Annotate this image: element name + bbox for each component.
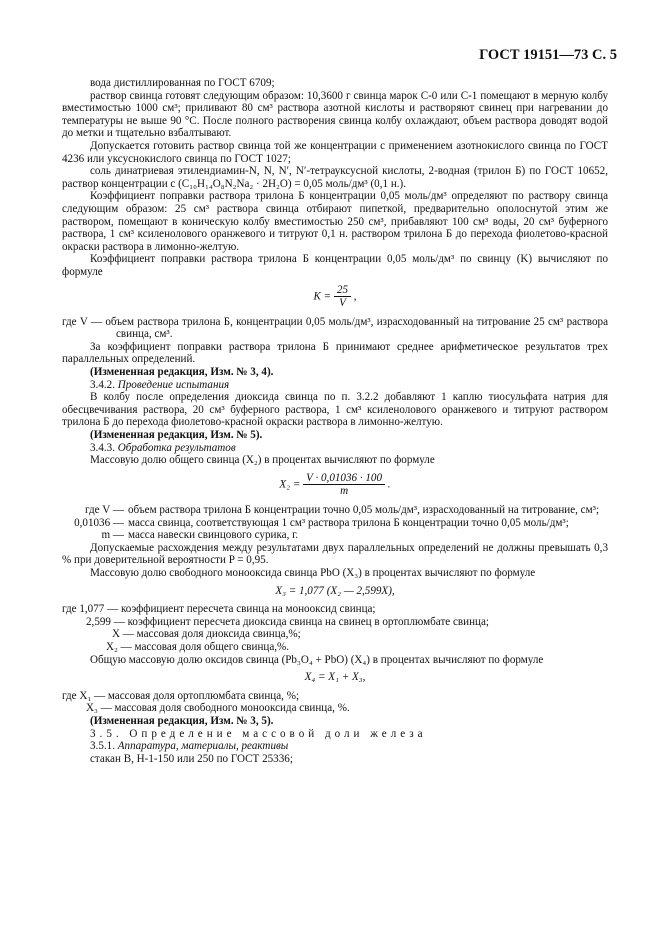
definition-label: 0,01036 — (74, 516, 124, 529)
paragraph: вода дистиллированная по ГОСТ 6709; (90, 77, 275, 89)
definition: где V — объем раствора трилона Б, концентрации 0,05 моль/дм³, израсходованный на титрование 25 см³ раствора свинца, см³. (62, 315, 608, 341)
formula-x4: X₄ = X₁ + X₃, (304, 671, 366, 684)
formula-x3: X₃ = 1,077 (X₂ — 2,599X), (275, 584, 395, 597)
paragraph: Коэффициент поправки раствора трилона Б концентрации 0,05 моль/дм³ определяют по раствору свинца следующим образом: 25 см³ раствора свинца отбирают пипеткой, предварительно ополоснутой этим же раствором, помещают в коническую колбу вместимостью 250 см³, прибавляют 100 см³ воды, 20 см³ буферного раствора, 1 см³ ксиленолового оранжевого и титруют 0,1 н. раствором трилона Б до перехода фиолетово-красной окраски раствора в лимонно-желтую. (62, 190, 608, 253)
fraction-denominator: V (339, 297, 346, 310)
section-number: 3.5.1. (90, 740, 115, 753)
definition-label: где V — (84, 504, 124, 516)
definition: 2,599 — коэффициент пересчета диоксида свинца на свинец в ортоплюмбате свинца; (86, 615, 489, 628)
paragraph: соль динатриевая этилендиамин-N, N, N′, N′-тетрауксусной кислоты, 2-водная (трилон Б) по ГОСТ 10652, раствор концентрации c (C₁₀H₁₄O₈N₂Na₂ · 2H₂O) = 0,05 моль/дм³ (0,1 н.). (62, 165, 608, 190)
fraction-denominator: m (340, 485, 349, 498)
section-heading-3-4-2 (62, 379, 608, 392)
definition: где X₁ — массовая доля ортоплюмбата свинца, %; (62, 689, 300, 702)
paragraph: Общую массовую долю оксидов свинца (Pb₃O₄ + PbO) (X₄) в процентах вычисляют по формуле (90, 653, 544, 666)
definition-text: масса свинца, соответствующая 1 см³ раствора трилона Б концентрации точно 0,05 моль/дм³; (128, 516, 569, 529)
amendment-note: (Измененная редакция, Изм. № 3, 5). (90, 714, 274, 727)
section-title: Проведение испытания (117, 378, 230, 391)
paragraph: В колбу после определения диоксида свинца по п. 3.2.2 добавляют 1 каплю тиосульфата натрия для обесцвечивания раствора, 20 см³ буферного раствора, 1 см³ ксиленолового оранжевого и титруют раствором трилона Б до перехода фиолетово-красной окраски раствора в лимонно-желтую. (62, 391, 608, 429)
section-heading-3-5-1 (62, 740, 608, 753)
fraction-numerator: 25 (334, 284, 351, 298)
definition: где 1,077 — коэффициент пересчета свинца на монооксид свинца; (62, 603, 376, 616)
paragraph: Коэффициент поправки раствора трилона Б концентрации 0,05 моль/дм³ по свинцу (K) вычисляют по формуле (62, 253, 608, 278)
page-header: ГОСТ 19151—73 С. 5 (479, 47, 617, 63)
formula-k (62, 284, 608, 310)
fraction (334, 284, 351, 310)
definition: X₂ — массовая доля общего свинца,%. (106, 640, 290, 653)
definition-row (62, 529, 608, 542)
definition-label: m — (101, 529, 124, 542)
definition-row (62, 504, 608, 517)
definition-text: масса навески свинцового сурика, г. (128, 529, 299, 542)
section-number: 3.4.3. (90, 441, 115, 454)
paragraph: Массовую долю общего свинца (X₂) в процентах вычисляют по формуле (90, 454, 435, 467)
fraction-numerator: V · 0,01036 · 100 (303, 472, 385, 486)
section-title: Обработка результатов (117, 441, 236, 454)
formula-lhs: X₂ = (279, 478, 301, 491)
paragraph: Допускаемые расхождения между результатами двух параллельных определений не должны превышать 0,3 % при доверительной вероятности P = 0,95. (62, 541, 608, 567)
formula-lhs: K = (313, 290, 332, 303)
paragraph: Массовую долю свободного монооксида свинца PbO (X₃) в процентах вычисляют по формуле (90, 566, 536, 579)
paragraph: За коэффициент поправки раствора трилона Б принимают среднее арифметическое результатов трех параллельных определений. (62, 340, 608, 366)
formula-tail: , (351, 290, 357, 303)
paragraph: Допускается готовить раствор свинца той же концентрации с применением азотнокислого свинца по ГОСТ 4236 или уксуснокислого свинца по ГОСТ 1027; (62, 139, 608, 165)
section-title: Аппаратура, материалы, реактивы (117, 740, 289, 753)
paragraph: стакан В, Н-1-150 или 250 по ГОСТ 25336; (90, 752, 293, 765)
formula-tail: . (385, 478, 391, 491)
section-number: 3.4.2. (90, 378, 115, 391)
definition-text: объем раствора трилона Б концентрации точно 0,05 моль/дм³, израсходованный на титрование, см³; (128, 504, 600, 516)
amendment-note: (Измененная редакция, Изм. № 3, 4). (90, 366, 274, 379)
document-body (62, 77, 608, 765)
amendment-note: (Измененная редакция, Изм. № 5). (90, 429, 263, 442)
fraction (303, 472, 385, 498)
formula-x2 (62, 472, 608, 498)
paragraph: раствор свинца готовят следующим образом: 10,3600 г свинца марок С-0 или С-1 помещают в мерную колбу вместимостью 1000 см³; приливают 80 см³ раствора азотной кислоты и растворяют свинец при нагревании до температуры не выше 90 °С. После полного растворения свинца колбу охлаждают, объем раствора доводят водой до метки и тщательно взбалтывают. (62, 89, 608, 140)
definition: X — массовая доля диоксида свинца,%; (112, 628, 301, 641)
section-heading-3-4-3 (62, 442, 608, 455)
definition-row (62, 517, 608, 530)
definition: X₃ — массовая доля свободного монооксида свинца, %. (86, 702, 350, 715)
section-heading-3-5: 3.5. Определение массовой доли железа (90, 727, 427, 740)
definitions-list (62, 504, 608, 542)
